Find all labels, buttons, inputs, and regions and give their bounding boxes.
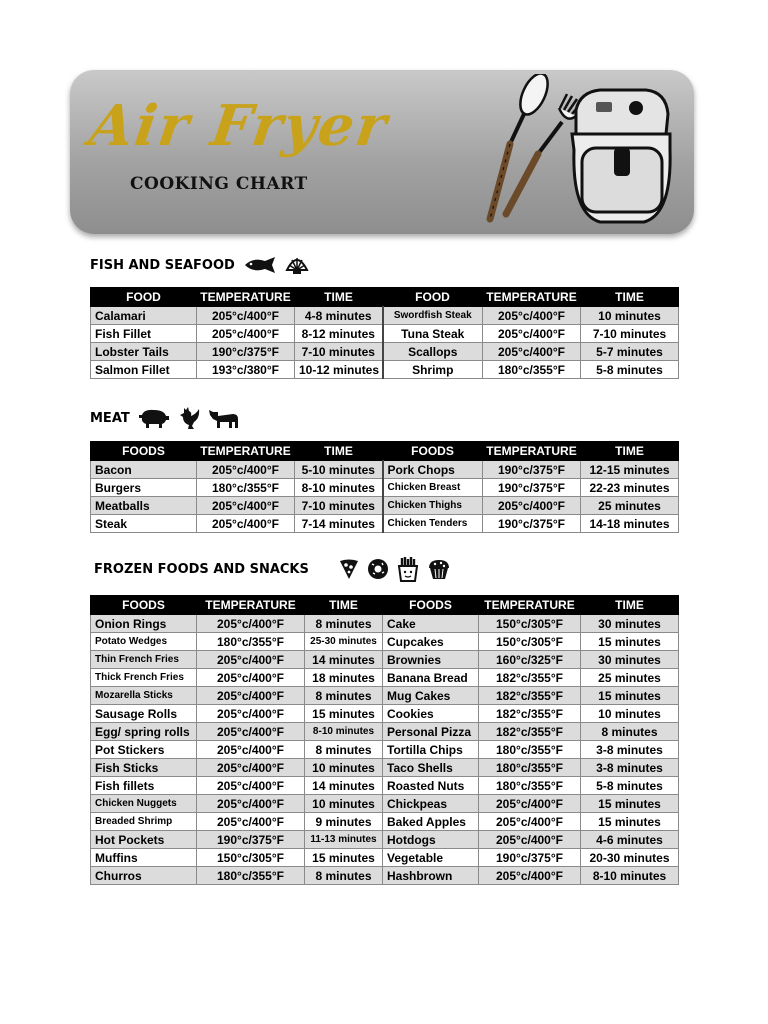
temperature-cell: 205°c/400°F [197,723,305,741]
chicken-icon [178,406,200,430]
temperature-cell: 205°c/400°F [197,669,305,687]
table-row [91,479,679,497]
food-cell: Scallops [383,343,483,361]
column-header: FOOD [383,288,483,307]
food-cell: Onion Rings [91,615,197,633]
temperature-cell: 205°c/400°F [197,307,295,325]
table-row [91,307,679,325]
temperature-cell: 180°c/355°F [479,741,581,759]
table-row [91,795,679,813]
food-cell: Cupcakes [383,633,479,651]
section-heading-fish [90,254,309,276]
table-row [91,741,679,759]
temperature-cell: 182°c/355°F [479,705,581,723]
table-row [91,723,679,741]
time-cell: 3-8 minutes [581,759,679,777]
column-header: FOODS [91,442,197,461]
food-cell: Taco Shells [383,759,479,777]
fish-icon [243,256,277,274]
table-row [91,343,679,361]
table-row [91,831,679,849]
food-cell: Muffins [91,849,197,867]
column-header: TEMPERATURE [483,442,581,461]
time-cell: 3-8 minutes [581,741,679,759]
time-cell: 30 minutes [581,651,679,669]
fries-icon [397,556,419,582]
temperature-cell: 182°c/355°F [479,669,581,687]
table-row [91,361,679,379]
food-cell: Hot Pockets [91,831,197,849]
time-cell: 10 minutes [581,705,679,723]
time-cell: 20-30 minutes [581,849,679,867]
temperature-cell: 205°c/400°F [483,343,581,361]
food-cell: Roasted Nuts [383,777,479,795]
temperature-cell: 182°c/355°F [479,723,581,741]
temperature-cell: 180°c/355°F [197,867,305,885]
temperature-cell: 190°c/375°F [483,515,581,533]
temperature-cell: 205°c/400°F [197,795,305,813]
column-header: FOODS [383,596,479,615]
table-row [91,813,679,831]
column-header: TIME [295,442,383,461]
frozen-table [90,595,679,885]
pig-icon [138,407,170,429]
time-cell: 5-8 minutes [581,361,679,379]
temperature-cell: 205°c/400°F [197,325,295,343]
time-cell: 15 minutes [305,849,383,867]
time-cell: 8 minutes [305,615,383,633]
time-cell: 8-12 minutes [295,325,383,343]
table-row [91,759,679,777]
table-row [91,515,679,533]
temperature-cell: 180°c/355°F [197,479,295,497]
temperature-cell: 190°c/375°F [483,461,581,479]
food-cell: Chicken Nuggets [91,795,197,813]
section-title: MEAT [90,410,130,426]
time-cell: 11-13 minutes [305,831,383,849]
temperature-cell: 205°c/400°F [197,705,305,723]
time-cell: 8-10 minutes [295,479,383,497]
food-cell: Fish Fillet [91,325,197,343]
column-header: FOODS [383,442,483,461]
donut-icon [367,558,389,580]
time-cell: 18 minutes [305,669,383,687]
time-cell: 25-30 minutes [305,633,383,651]
page-subtitle: COOKING CHART [130,174,308,194]
meat-table [90,441,679,533]
time-cell: 14 minutes [305,777,383,795]
food-cell: Chicken Thighs [383,497,483,515]
time-cell: 5-10 minutes [295,461,383,479]
food-cell: Cookies [383,705,479,723]
table-row [91,867,679,885]
section-heading-meat [90,406,240,430]
temperature-cell: 205°c/400°F [197,813,305,831]
table-row [91,687,679,705]
time-cell: 15 minutes [305,705,383,723]
table-row [91,651,679,669]
food-cell: Fish fillets [91,777,197,795]
table-row [91,669,679,687]
food-cell: Mozarella Sticks [91,687,197,705]
time-cell: 9 minutes [305,813,383,831]
table-row [91,461,679,479]
time-cell: 10-12 minutes [295,361,383,379]
food-cell: Banana Bread [383,669,479,687]
time-cell: 7-14 minutes [295,515,383,533]
temperature-cell: 205°c/400°F [479,831,581,849]
page-title: Air Fryer [85,93,393,159]
column-header: TEMPERATURE [197,288,295,307]
column-header: TEMPERATURE [197,596,305,615]
temperature-cell: 150°c/305°F [197,849,305,867]
column-header: TEMPERATURE [197,442,295,461]
temperature-cell: 205°c/400°F [197,497,295,515]
column-header: TEMPERATURE [479,596,581,615]
column-header: TIME [581,596,679,615]
time-cell: 8 minutes [305,741,383,759]
temperature-cell: 190°c/375°F [479,849,581,867]
table-row [91,777,679,795]
table-row [91,705,679,723]
time-cell: 10 minutes [305,759,383,777]
temperature-cell: 205°c/400°F [479,795,581,813]
food-cell: Swordfish Steak [383,307,483,325]
temperature-cell: 193°c/380°F [197,361,295,379]
food-cell: Sausage Rolls [91,705,197,723]
food-cell: Pot Stickers [91,741,197,759]
time-cell: 14 minutes [305,651,383,669]
temperature-cell: 205°c/400°F [483,307,581,325]
air-fryer-illustration [476,74,676,232]
table-row [91,633,679,651]
column-header: FOODS [91,596,197,615]
food-cell: Thin French Fries [91,651,197,669]
food-cell: Churros [91,867,197,885]
time-cell: 30 minutes [581,615,679,633]
column-header: TIME [305,596,383,615]
time-cell: 5-7 minutes [581,343,679,361]
food-cell: Shrimp [383,361,483,379]
time-cell: 8-10 minutes [581,867,679,885]
table-row [91,849,679,867]
food-cell: Chickpeas [383,795,479,813]
food-cell: Calamari [91,307,197,325]
food-cell: Pork Chops [383,461,483,479]
food-cell: Baked Apples [383,813,479,831]
time-cell: 10 minutes [581,307,679,325]
food-cell: Vegetable [383,849,479,867]
table-row [91,325,679,343]
food-cell: Bacon [91,461,197,479]
temperature-cell: 205°c/400°F [479,813,581,831]
food-cell: Fish Sticks [91,759,197,777]
temperature-cell: 205°c/400°F [197,615,305,633]
food-cell: Brownies [383,651,479,669]
temperature-cell: 180°c/355°F [479,777,581,795]
temperature-cell: 205°c/400°F [483,325,581,343]
time-cell: 5-8 minutes [581,777,679,795]
food-cell: Egg/ spring rolls [91,723,197,741]
temperature-cell: 190°c/375°F [197,343,295,361]
time-cell: 25 minutes [581,669,679,687]
temperature-cell: 205°c/400°F [197,759,305,777]
temperature-cell: 205°c/400°F [197,741,305,759]
time-cell: 8 minutes [305,687,383,705]
table-row [91,497,679,515]
temperature-cell: 182°c/355°F [479,687,581,705]
temperature-cell: 205°c/400°F [479,867,581,885]
cow-icon [208,407,240,429]
time-cell: 7-10 minutes [581,325,679,343]
food-cell: Meatballs [91,497,197,515]
time-cell: 15 minutes [581,633,679,651]
food-cell: Thick French Fries [91,669,197,687]
column-header: FOOD [91,288,197,307]
food-cell: Steak [91,515,197,533]
temperature-cell: 180°c/355°F [483,361,581,379]
temperature-cell: 190°c/375°F [197,831,305,849]
time-cell: 7-10 minutes [295,343,383,361]
temperature-cell: 150°c/305°F [479,633,581,651]
food-cell: Tortilla Chips [383,741,479,759]
fork-icon [506,94,582,214]
time-cell: 8 minutes [305,867,383,885]
food-cell: Lobster Tails [91,343,197,361]
time-cell: 15 minutes [581,813,679,831]
time-cell: 14-18 minutes [581,515,679,533]
table-row [91,615,679,633]
temperature-cell: 150°c/305°F [479,615,581,633]
food-cell: Potato Wedges [91,633,197,651]
food-cell: Burgers [91,479,197,497]
column-header: TEMPERATURE [483,288,581,307]
time-cell: 8 minutes [581,723,679,741]
shell-icon [285,254,309,276]
temperature-cell: 205°c/400°F [197,515,295,533]
air-fryer-icon [572,90,670,222]
fish-table [90,287,679,379]
food-cell: Personal Pizza [383,723,479,741]
column-header: TIME [581,288,679,307]
cupcake-icon [427,558,451,580]
temperature-cell: 190°c/375°F [483,479,581,497]
time-cell: 10 minutes [305,795,383,813]
time-cell: 4-8 minutes [295,307,383,325]
temperature-cell: 160°c/325°F [479,651,581,669]
time-cell: 4-6 minutes [581,831,679,849]
food-cell: Mug Cakes [383,687,479,705]
section-heading-frozen [94,556,451,582]
food-cell: Hashbrown [383,867,479,885]
time-cell: 15 minutes [581,795,679,813]
column-header: TIME [581,442,679,461]
time-cell: 22-23 minutes [581,479,679,497]
food-cell: Tuna Steak [383,325,483,343]
time-cell: 25 minutes [581,497,679,515]
temperature-cell: 180°c/355°F [479,759,581,777]
temperature-cell: 205°c/400°F [197,461,295,479]
temperature-cell: 205°c/400°F [197,687,305,705]
time-cell: 12-15 minutes [581,461,679,479]
food-cell: Hotdogs [383,831,479,849]
food-cell: Chicken Tenders [383,515,483,533]
temperature-cell: 205°c/400°F [197,651,305,669]
pizza-icon [339,558,359,580]
section-title: FROZEN FOODS AND SNACKS [94,561,309,577]
food-cell: Breaded Shrimp [91,813,197,831]
food-cell: Cake [383,615,479,633]
column-header: TIME [295,288,383,307]
header-banner [70,70,694,234]
temperature-cell: 180°c/355°F [197,633,305,651]
food-cell: Salmon Fillet [91,361,197,379]
time-cell: 15 minutes [581,687,679,705]
time-cell: 8-10 minutes [305,723,383,741]
food-cell: Chicken Breast [383,479,483,497]
temperature-cell: 205°c/400°F [483,497,581,515]
temperature-cell: 205°c/400°F [197,777,305,795]
section-title: FISH AND SEAFOOD [90,257,235,273]
time-cell: 7-10 minutes [295,497,383,515]
